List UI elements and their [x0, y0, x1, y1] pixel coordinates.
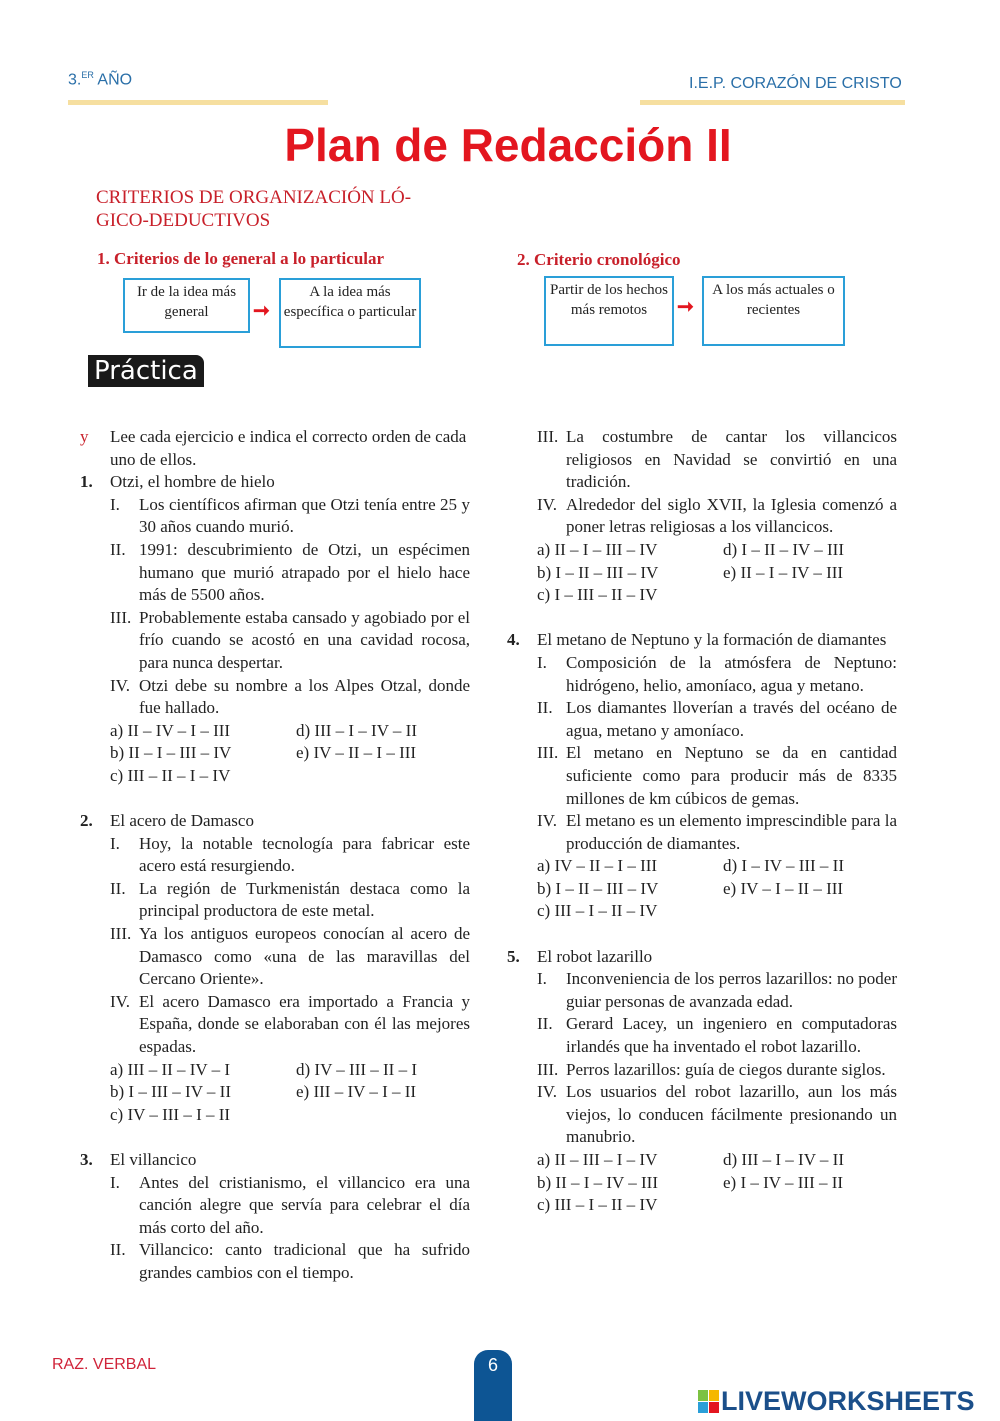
statement-text: Perros lazarillos: guía de ciegos durante siglos.: [566, 1059, 886, 1079]
answer-options: [507, 855, 897, 923]
answer-option[interactable]: b) II – I – IV – III: [537, 1172, 659, 1192]
page-number: 6: [474, 1350, 512, 1421]
page-title: Plan de Redacción II: [284, 119, 732, 171]
statement: [80, 494, 470, 539]
statement-text: La costumbre de cantar los villancicos religiosos en Navidad se convirtió en una tradición.: [566, 427, 897, 492]
grade-label: 3.$^{ER}$ AÑO: [68, 70, 133, 89]
exercise-title: [80, 471, 470, 494]
spacer: [80, 788, 470, 811]
exercise-title-text: Otzi, el hombre de hielo: [110, 472, 275, 492]
statement: [80, 1172, 470, 1240]
statement-numeral: I.: [110, 494, 120, 514]
statement-text: Alrededor del siglo XVII, la Iglesia comenzó a poner letras religiosas a los villancicos.: [566, 494, 897, 537]
spacer: [507, 607, 897, 630]
statement-numeral: IV.: [537, 494, 557, 514]
statement: [507, 426, 897, 494]
logo-icon: [698, 1390, 719, 1413]
statement-text: Otzi debe su nombre a los Alpes Otzal, donde fue hallado.: [139, 675, 470, 718]
statement: [507, 810, 897, 855]
statement-numeral: II.: [537, 698, 553, 718]
statement-numeral: II.: [537, 1014, 553, 1034]
answer-option[interactable]: d) I – IV – III – II: [723, 856, 845, 876]
answer-option[interactable]: c) III – I – II – IV: [537, 1195, 658, 1215]
statement-text: Ya los antiguos europeos conocían al acero de Damasco como «una de las maravillas del Cercano Oriente».: [139, 924, 470, 989]
bullet-icon: y: [80, 427, 89, 446]
criterion-1-from-box: Ir de la idea más general: [123, 278, 250, 333]
statement-text: Villancico: canto tradicional que ha sufrido grandes cambios con el tiempo.: [139, 1240, 470, 1282]
exercise-title: [80, 810, 470, 833]
statement-numeral: II.: [110, 539, 126, 559]
statement: [507, 968, 897, 1013]
statement-numeral: IV.: [110, 675, 130, 695]
answer-options: [80, 720, 470, 788]
statement-numeral: IV.: [537, 811, 557, 831]
exercise-number: 4.: [507, 630, 520, 650]
answer-option[interactable]: a) IV – II – I – III: [537, 856, 658, 876]
left-column: [80, 426, 470, 1285]
statement-numeral: III.: [110, 607, 132, 627]
exercise-title-text: El robot lazarillo: [537, 946, 653, 966]
answer-option[interactable]: d) IV – III – II – I: [296, 1059, 418, 1079]
statement: [507, 697, 897, 742]
answer-option[interactable]: b) II – I – III – IV: [110, 743, 232, 763]
answer-option[interactable]: c) III – II – I – IV: [110, 765, 231, 785]
exercise-number: 3.: [80, 1150, 93, 1169]
exercise-title: [507, 629, 897, 652]
header-divider: [68, 100, 328, 105]
exercise-number: 1.: [80, 472, 93, 492]
answer-option[interactable]: e) II – I – IV – III: [723, 562, 844, 582]
statement-text: La región de Turkmenistán destaca como la principal productora de este metal.: [139, 878, 470, 921]
statement-numeral: III.: [537, 427, 559, 446]
exercise-title: [80, 1149, 470, 1172]
statement-numeral: III.: [537, 1059, 559, 1079]
statement: [80, 607, 470, 675]
statement-text: Los usuarios del robot lazarillo, aun los más viejos, lo conducen fácilmente presionando un manubrio.: [566, 1082, 897, 1147]
exercise-number: 2.: [80, 811, 93, 831]
statement-text: Los diamantes lloverían a través del océano de agua, metano y amoníaco.: [566, 698, 897, 740]
statement: [507, 1013, 897, 1058]
statement-numeral: IV.: [110, 991, 130, 1011]
header-divider: [640, 100, 905, 105]
exercise-title: [507, 946, 897, 969]
statement-text: Composición de la atmósfera de Neptuno: hidrógeno, helio, amoníaco, agua y metano.: [566, 652, 897, 695]
statement-text: El metano en Neptuno se da en cantidad suficiente como para producir más de 8335 millones de km cúbicos de gemas.: [566, 743, 897, 808]
criterion-1-to-box: A la idea más específica o particular: [279, 278, 421, 348]
statement-numeral: I.: [537, 969, 547, 989]
statement-text: Inconveniencia de los perros lazarillos: no poder guiar personas de avanzada edad.: [566, 969, 897, 1011]
criterion-1-title: 1. Criterios de lo general a lo particular: [97, 249, 385, 268]
arrow-icon: ➞: [253, 300, 270, 322]
arrow-icon: ➞: [677, 296, 694, 318]
liveworksheets-logo: LIVEWORKSHEETS: [698, 1386, 975, 1417]
statement-numeral: I.: [537, 652, 547, 672]
answer-option[interactable]: a) II – III – I – IV: [537, 1150, 658, 1169]
exercise-number: 5.: [507, 946, 520, 966]
answer-option[interactable]: d) III – I – IV – II: [296, 720, 418, 740]
answer-options: [507, 539, 897, 607]
statement-text: El metano es un elemento imprescindible para la producción de diamantes.: [566, 811, 897, 853]
statement: [507, 742, 897, 810]
statement-text: Gerard Lacey, un ingeniero en computadoras irlandés que ha inventado el robot lazarillo.: [566, 1014, 897, 1057]
statement-text: Antes del cristianismo, el villancico era una canción alegre que servía para celebrar el día más corto del año.: [139, 1172, 470, 1237]
practice-label: Práctica: [88, 355, 204, 387]
statement-numeral: IV.: [537, 1082, 557, 1102]
statement: [80, 923, 470, 991]
statement: [80, 991, 470, 1059]
answer-option[interactable]: b) I – II – III – IV: [537, 878, 659, 898]
answer-option[interactable]: e) IV – II – I – III: [296, 743, 417, 763]
statement: [80, 833, 470, 878]
statement-numeral: III.: [537, 743, 559, 763]
statement: [80, 1239, 470, 1284]
subject-label: RAZ. VERBAL: [52, 1356, 157, 1373]
answer-option[interactable]: d) I – II – IV – III: [723, 539, 845, 559]
answer-option[interactable]: c) IV – III – I – II: [110, 1104, 231, 1124]
answer-option[interactable]: e) III – IV – I – II: [296, 1082, 417, 1102]
exercise-title-text: El metano de Neptuno y la formación de diamantes: [537, 630, 887, 650]
criterion-2-to-box: A los más actuales o recientes: [702, 276, 845, 346]
statement-text: Hoy, la notable tecnología para fabricar este acero está resurgiendo.: [139, 833, 470, 876]
statement-text: 1991: descubrimiento de Otzi, un espécimen humano que murió atrapado por el hielo hace más de 5500 años.: [139, 539, 470, 605]
statement-numeral: I.: [110, 1172, 120, 1192]
criteria-heading: CRITERIOS DE ORGANIZACIÓN LÓ-GICO-DEDUCTIVOS: [96, 187, 412, 231]
answer-options: [80, 1059, 470, 1127]
answer-option[interactable]: e) IV – I – II – III: [723, 878, 844, 898]
statement: [507, 1081, 897, 1149]
answer-option[interactable]: d) III – I – IV – II: [723, 1150, 845, 1169]
criterion-2-title: 2. Criterio cronológico: [517, 250, 681, 269]
statement-text: Probablemente estaba cansado y agobiado por el frío cuando se acostó en una cavidad rocosa, para nunca despertar.: [139, 607, 470, 672]
exercise-title-text: El acero de Damasco: [110, 811, 254, 831]
answer-option[interactable]: c) III – I – II – IV: [537, 901, 658, 921]
answer-option[interactable]: a) II – IV – I – III: [110, 720, 231, 740]
statement: [80, 539, 470, 607]
statement: [507, 1059, 897, 1082]
spacer: [507, 1217, 897, 1240]
right-column: [507, 426, 897, 1239]
answer-option[interactable]: b) I – II – III – IV: [537, 562, 659, 582]
statement-numeral: II.: [110, 878, 126, 898]
answer-option[interactable]: c) I – III – II – IV: [537, 585, 658, 605]
instructions: y Lee cada ejercicio e indica el correcto orden de cada uno de ellos.: [80, 427, 467, 469]
statement: [80, 878, 470, 923]
statement-numeral: I.: [110, 833, 120, 853]
answer-option[interactable]: b) I – III – IV – II: [110, 1082, 232, 1102]
statement-text: El acero Damasco era importado a Francia y España, donde se elaboraban con él las mejores espadas.: [139, 991, 470, 1057]
answer-option[interactable]: a) III – II – IV – I: [110, 1059, 231, 1079]
spacer: [507, 923, 897, 946]
answer-option[interactable]: a) II – I – III – IV: [537, 539, 658, 559]
exercise-title-text: El villancico: [110, 1150, 197, 1169]
statement: [507, 494, 897, 539]
statement-numeral: III.: [110, 924, 132, 944]
statement: [507, 652, 897, 697]
school-name: I.E.P. CORAZÓN DE CRISTO: [689, 75, 902, 92]
answer-option[interactable]: e) I – IV – III – II: [723, 1172, 844, 1192]
answer-options: [507, 1149, 897, 1217]
statement: [80, 675, 470, 720]
criterion-2-from-box: Partir de los hechos más remotos: [544, 276, 674, 346]
spacer: [80, 1126, 470, 1149]
statement-text: Los científicos afirman que Otzi tenía entre 25 y 30 años cuando murió.: [139, 494, 470, 537]
statement-numeral: II.: [110, 1240, 126, 1260]
